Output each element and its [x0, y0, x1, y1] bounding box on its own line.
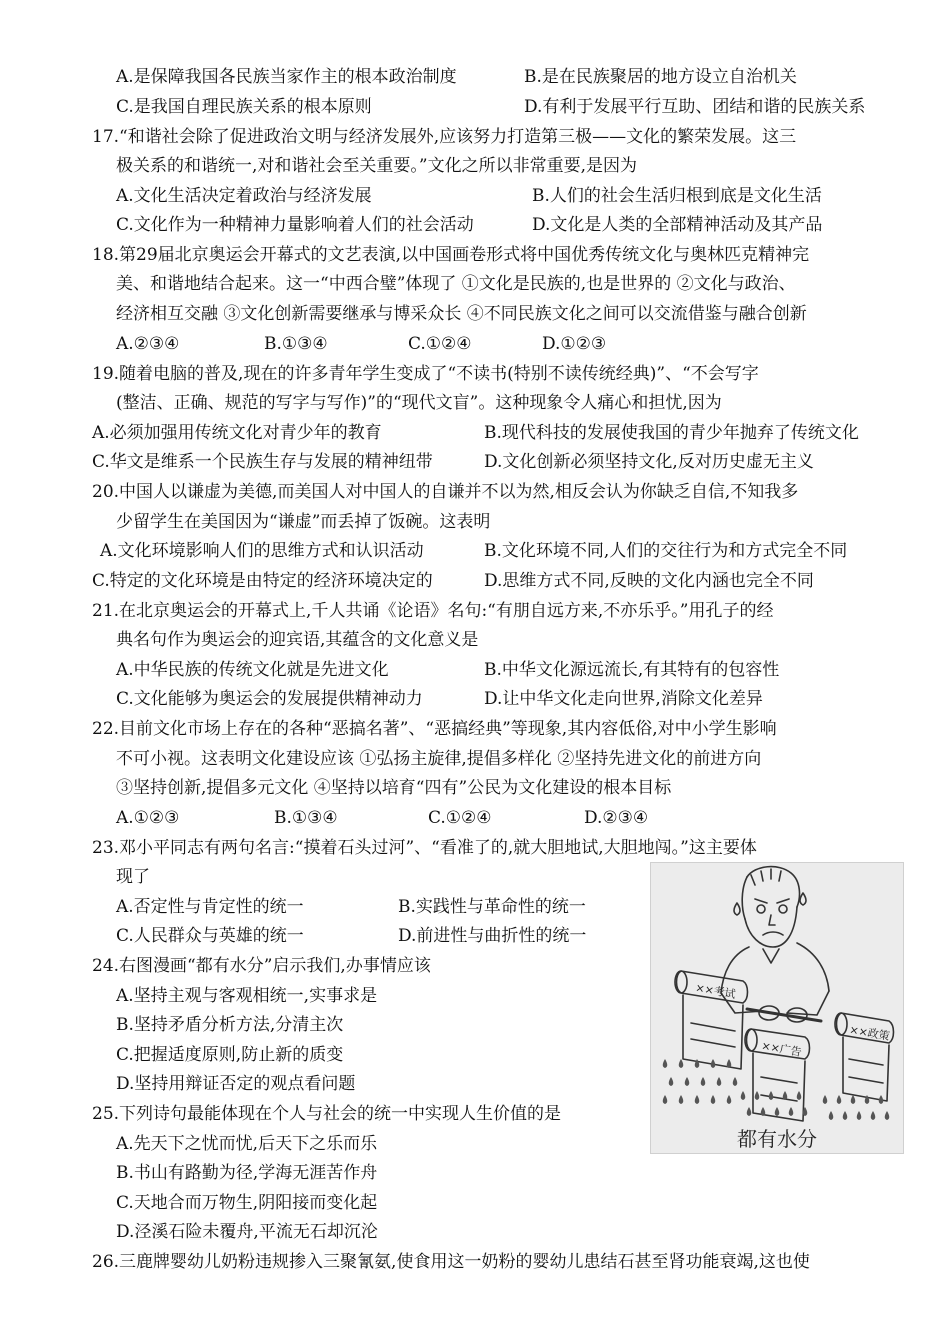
water-drop [783, 1091, 788, 1100]
q17-stem-line2: 极关系的和谐统一,对和谐社会至关重要。”文化之所以非常重要,是因为 [116, 156, 637, 176]
water-drop [663, 1059, 668, 1068]
q21-option-c: C.文化能够为奥运会的发展提供精神动力 [116, 689, 423, 709]
water-drop [717, 1077, 722, 1086]
water-drop [851, 1095, 856, 1104]
q22-option-a: A.①②③ [116, 808, 180, 828]
water-drop [797, 1091, 802, 1100]
water-drop [685, 1077, 690, 1086]
q21-option-b: B.中华文化源远流长,有其特有的包容性 [484, 660, 780, 680]
q22-option-d: D.②③④ [584, 808, 649, 828]
water-drop [885, 1111, 890, 1120]
water-drop [837, 1095, 842, 1104]
water-drop [663, 1095, 668, 1104]
q19-option-b: B.现代科技的发展使我国的青少年抛弃了传统文化 [484, 423, 859, 443]
water-drop [823, 1095, 828, 1104]
water-drop [761, 1107, 766, 1116]
water-drop [741, 1091, 746, 1100]
q17-option-c: C.文化作为一种精神力量影响着人们的社会活动 [116, 215, 474, 235]
q20-stem-line2: 少留学生在美国因为“谦虚”而丢掉了饭碗。这表明 [116, 512, 491, 532]
water-drop [695, 1095, 700, 1104]
q17-option-b: B.人们的社会生活归根到底是文化生活 [532, 186, 822, 206]
q25-option-a: A.先天下之忧而忧,后天下之乐而乐 [116, 1134, 378, 1154]
q24-option-d: D.坚持用辩证否定的观点看问题 [116, 1074, 356, 1094]
q19-stem-line1: 19.随着电脑的普及,现在的许多青年学生变成了“不读书(特别不读传统经典)”、“不会写字 [92, 364, 759, 384]
water-drop [857, 1111, 862, 1120]
q24-stem-line1: 24.右图漫画“都有水分”启示我们,办事情应该 [92, 956, 431, 976]
water-drop [727, 1059, 732, 1068]
q19-option-d: D.文化创新必须坚持文化,反对历史虚无主义 [484, 452, 814, 472]
q25-stem-line1: 25.下列诗句最能体现在个人与社会的统一中实现人生价值的是 [92, 1104, 562, 1124]
q21-stem-line1: 21.在北京奥运会的开幕式上,千人共诵《论语》名句:“有朋自远方来,不亦乐乎。”用孔子的经 [92, 601, 774, 621]
q24-option-a: A.坚持主观与客观相统一,实事求是 [116, 986, 378, 1006]
q23-stem-line1: 23.邓小平同志有两句名言:“摸着石头过河”、“看准了的,就大胆地试,大胆地闯。”这主要体 [92, 838, 757, 858]
q17-option-d: D.文化是人类的全部精神活动及其产品 [532, 215, 823, 235]
q21-option-d: D.让中华文化走向世界,消除文化差异 [484, 689, 763, 709]
cartoon-caption: 都有水分 [737, 1127, 817, 1151]
q17-option-a: A.文化生活决定着政治与经济发展 [116, 186, 372, 206]
cartoon-drawing [651, 863, 903, 1153]
q18-option-b: B.①③④ [264, 334, 328, 354]
water-drop [747, 1107, 752, 1116]
q23-stem-line2: 现了 [116, 867, 150, 887]
water-drop [733, 1077, 738, 1086]
water-drop [711, 1095, 716, 1104]
q18-option-d: D.①②③ [542, 334, 607, 354]
water-drop [871, 1111, 876, 1120]
water-drop [679, 1059, 684, 1068]
scroll-label-policy: ××政策 [848, 1023, 891, 1043]
scroll-label-exam: ××考试 [694, 981, 737, 1001]
q21-stem-line2: 典名句作为奥运会的迎宾语,其蕴含的文化意义是 [116, 630, 479, 650]
q22-option-b: B.①③④ [274, 808, 338, 828]
q18-stem-line3: 经济相互交融 ③文化创新需要继承与博采众长 ④不同民族文化之间可以交流借鉴与融合创新 [116, 304, 807, 324]
water-drop [755, 1091, 760, 1100]
scroll-label-ad: ××广告 [760, 1039, 803, 1059]
q16-option-a: A.是保障我国各民族当家作主的根本政治制度 [116, 67, 457, 87]
q24-option-c: C.把握适度原则,防止新的质变 [116, 1045, 344, 1065]
q16-option-b: B.是在民族聚居的地方设立自治机关 [524, 67, 797, 87]
q22-stem-line3: ③坚持创新,提倡多元文化 ④坚持以培育“四有”公民为文化建设的根本目标 [116, 778, 672, 798]
q26-stem-line1: 26.三鹿牌婴幼儿奶粉违规掺入三聚氰氨,使食用这一奶粉的婴幼儿患结石甚至肾功能衰竭,这也使 [92, 1252, 810, 1272]
q19-stem-line2: (整洁、正确、规范的写字与写作)”的“现代文盲”。这种现象令人痛心和担忧,因为 [116, 393, 722, 413]
q25-option-c: C.天地合而万物生,阴阳接而变化起 [116, 1193, 378, 1213]
q24-option-b: B.坚持矛盾分析方法,分清主次 [116, 1015, 344, 1035]
cartoon-illustration [650, 862, 904, 1154]
q18-stem-line1: 18.第29届北京奥运会开幕式的文艺表演,以中国画卷形式将中国优秀传统文化与奥林匹克精神完 [92, 245, 810, 265]
q20-option-b: B.文化环境不同,人们的交往行为和方式完全不同 [484, 541, 848, 561]
q16-option-c: C.是我国自理民族关系的根本原则 [116, 97, 372, 117]
q23-option-d: D.前进性与曲折性的统一 [398, 926, 587, 946]
water-drops [663, 1059, 890, 1120]
water-drop [829, 1111, 834, 1120]
water-drop [789, 1107, 794, 1116]
q20-option-a: A.文化环境影响人们的思维方式和认识活动 [100, 541, 424, 561]
q20-option-c: C.特定的文化环境是由特定的经济环境决定的 [92, 571, 433, 591]
q19-option-c: C.华文是维系一个民族生存与发展的精神纽带 [92, 452, 433, 472]
q16-option-d: D.有利于发展平行互助、团结和谐的民族关系 [524, 97, 866, 117]
q17-stem-line1: 17.“和谐社会除了促进政治文明与经济发展外,应该努力打造第三极——文化的繁荣发展。这三 [92, 127, 797, 147]
q22-option-c: C.①②④ [428, 808, 492, 828]
q18-stem-line2: 美、和谐地结合起来。这一“中西合璧”体现了 ①文化是民族的,也是世界的 ②文化与政治、 [116, 274, 796, 294]
q20-option-d: D.思维方式不同,反映的文化内涵也完全不同 [484, 571, 814, 591]
q22-stem-line2: 不可小视。这表明文化建设应该 ①弘扬主旋律,提倡多样化 ②坚持先进文化的前进方向 [116, 749, 762, 769]
water-drop [727, 1095, 732, 1104]
water-drop [769, 1091, 774, 1100]
water-drop [701, 1077, 706, 1086]
q21-option-a: A.中华民族的传统文化就是先进文化 [116, 660, 389, 680]
q19-option-a: A.必须加强用传统文化对青少年的教育 [92, 423, 382, 443]
water-drop [879, 1095, 884, 1104]
water-drop [711, 1059, 716, 1068]
q22-stem-line1: 22.目前文化市场上存在的各种“恶搞名著”、“恶搞经典”等现象,其内容低俗,对中小学生影响 [92, 719, 777, 739]
q20-stem-line1: 20.中国人以谦虚为美德,而美国人对中国人的自谦并不以为然,相反会认为你缺乏自信,不知我多 [92, 482, 799, 502]
water-drop [679, 1095, 684, 1104]
q25-option-d: D.泾溪石险未覆舟,平流无石却沉沦 [116, 1222, 378, 1242]
q23-option-a: A.否定性与肯定性的统一 [116, 897, 304, 917]
q25-option-b: B.书山有路勤为径,学海无涯苦作舟 [116, 1163, 378, 1183]
q23-option-c: C.人民群众与英雄的统一 [116, 926, 304, 946]
water-drop [843, 1111, 848, 1120]
q23-option-b: B.实践性与革命性的统一 [398, 897, 586, 917]
water-drop [669, 1077, 674, 1086]
q18-option-a: A.②③④ [116, 334, 180, 354]
water-drop [775, 1107, 780, 1116]
q18-option-c: C.①②④ [408, 334, 472, 354]
